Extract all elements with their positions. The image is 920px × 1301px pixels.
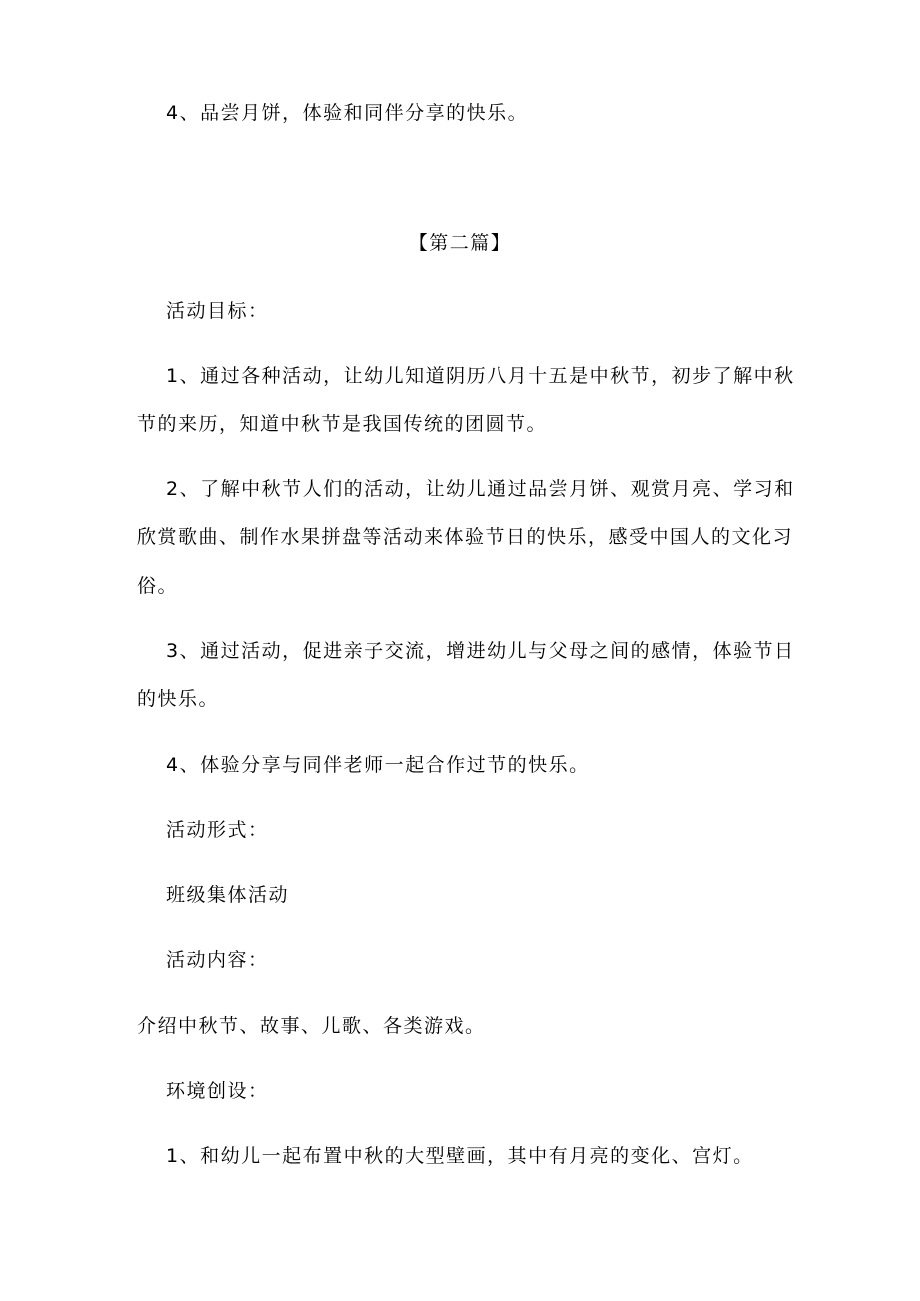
form-heading: 活动形式： [166, 819, 269, 841]
previous-item-4: 4、品尝月饼，体验和同伴分享的快乐。 [166, 102, 529, 124]
environment-item-1: 1、和幼儿一起布置中秋的大型壁画，其中有月亮的变化、宫灯。 [166, 1145, 754, 1167]
content-text: 介绍中秋节、故事、儿歌、各类游戏。 [137, 1015, 486, 1037]
goal-2-line-2: 欣赏歌曲、制作水果拼盘等活动来体验节日的快乐，感受中国人的文化习 [137, 526, 794, 548]
goal-3-line-2: 的快乐。 [137, 688, 220, 710]
goals-heading: 活动目标： [166, 300, 269, 322]
content-heading: 活动内容： [166, 949, 269, 971]
section-heading: 【第二篇】 [408, 232, 512, 254]
form-text: 班级集体活动 [166, 884, 290, 906]
goal-4: 4、体验分享与同伴老师一起合作过节的快乐。 [166, 754, 590, 776]
goal-2-line-3: 俗。 [137, 575, 179, 597]
goal-1-line-1: 1、通过各种活动，让幼儿知道阴历八月十五是中秋节，初步了解中秋 [166, 365, 795, 387]
goal-2-line-1: 2、了解中秋节人们的活动，让幼儿通过品尝月饼、观赏月亮、学习和 [166, 478, 795, 500]
environment-heading: 环境创设： [166, 1080, 269, 1102]
goal-3-line-1: 3、通过活动，促进亲子交流，增进幼儿与父母之间的感情，体验节日 [166, 640, 795, 662]
goal-1-line-2: 节的来历，知道中秋节是我国传统的团圆节。 [137, 413, 548, 435]
